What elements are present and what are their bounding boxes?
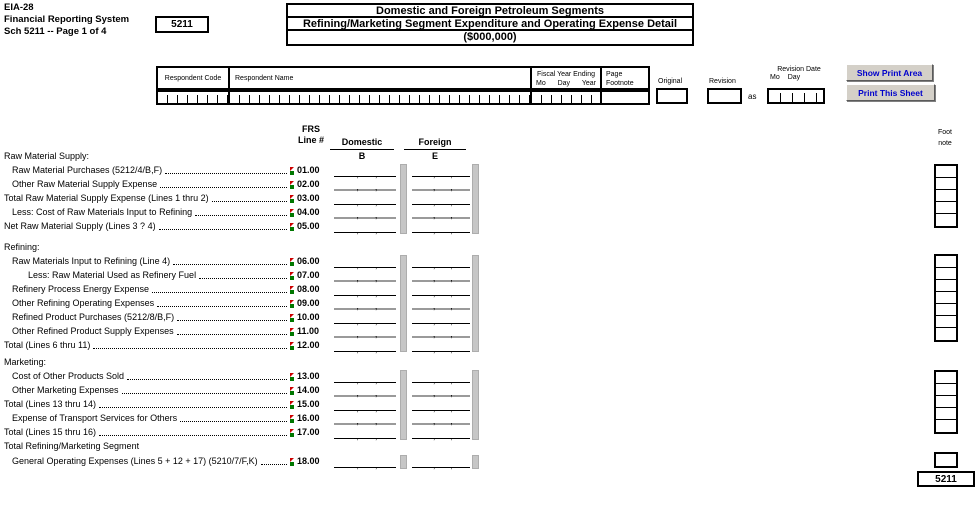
dotted-leader <box>159 221 287 230</box>
dotted-leader <box>122 385 287 394</box>
dotted-leader <box>127 371 287 380</box>
comment-flag-icon <box>290 400 296 409</box>
section-header-raw-material-supply: Raw Material Supply: <box>4 151 90 161</box>
foreign-value-field[interactable] <box>412 164 470 177</box>
fiscal-day-label: Day <box>557 80 571 87</box>
line-number: 17.00 <box>290 426 326 439</box>
page-footnote-label-2: Footnote <box>606 80 634 87</box>
row-label: Refined Product Purchases (5212/8/B,F) <box>12 312 175 322</box>
comment-flag-icon <box>290 271 296 280</box>
row-label: Refinery Process Energy Expense <box>12 284 150 294</box>
comment-flag-icon <box>290 428 296 437</box>
footnote-box[interactable] <box>936 454 956 466</box>
page-footnote-label-1: Page <box>606 71 623 78</box>
foreign-value-field[interactable] <box>412 412 470 425</box>
comment-flag-icon <box>290 257 296 266</box>
foreign-value-field[interactable] <box>412 283 470 296</box>
fiscal-year-sub-label: Year <box>581 80 596 87</box>
dotted-leader <box>212 193 287 202</box>
foreign-value-field[interactable] <box>412 178 470 191</box>
comment-flag-icon <box>290 327 296 336</box>
dotted-leader <box>177 312 287 321</box>
line-number-label: Line # <box>297 135 324 145</box>
comb-ticks <box>769 93 823 102</box>
domestic-value-field[interactable] <box>334 426 396 439</box>
footnote-boxes-section-2 <box>934 254 958 342</box>
footnote-box[interactable] <box>936 280 956 292</box>
row-label: Raw Materials Input to Refining (Line 4) <box>12 256 171 266</box>
respondent-code-label: Respondent Code <box>158 68 230 88</box>
domestic-value-field[interactable] <box>334 269 396 282</box>
line-number: 06.00 <box>290 255 326 268</box>
revision-date-day-label: Day <box>787 74 801 81</box>
domestic-value-field[interactable] <box>334 206 396 219</box>
comment-flag-icon <box>290 414 296 423</box>
foreign-value-field[interactable] <box>412 255 470 268</box>
frs-label: FRS <box>302 124 320 134</box>
foreign-column-bar <box>472 255 479 352</box>
row-label: Cost of Other Products Sold <box>12 371 125 381</box>
foreign-column-bar <box>472 455 479 469</box>
footnote-box[interactable] <box>936 292 956 304</box>
domestic-value-field[interactable] <box>334 220 396 233</box>
dotted-leader <box>157 298 287 307</box>
foreign-value-field[interactable] <box>412 206 470 219</box>
line-number: 09.00 <box>290 297 326 310</box>
fiscal-year-header <box>532 68 602 88</box>
dotted-leader <box>177 326 287 335</box>
footnote-box[interactable] <box>936 268 956 280</box>
dotted-leader <box>152 284 287 293</box>
schedule-code-box-bottom <box>917 471 975 487</box>
schedule-code-top: 5211 <box>171 19 193 30</box>
title-line-2: Refining/Marketing Segment Expenditure and Operating Expense Detail <box>288 18 692 31</box>
schedule-code-bottom: 5211 <box>935 473 957 485</box>
footnote-boxes-section-1 <box>934 164 958 228</box>
foreign-column-bar <box>472 164 479 234</box>
footnote-box[interactable] <box>936 166 956 178</box>
footnote-box[interactable] <box>936 372 956 384</box>
section-header-marketing: Marketing: <box>4 357 47 367</box>
footnote-box[interactable] <box>936 316 956 328</box>
dotted-leader <box>261 456 287 465</box>
foreign-value-field[interactable] <box>412 311 470 324</box>
domestic-value-field[interactable] <box>334 398 396 411</box>
domestic-value-field[interactable] <box>334 178 396 191</box>
comment-flag-icon <box>290 222 296 231</box>
comb-ticks <box>532 95 600 103</box>
domestic-column-bar <box>400 255 407 352</box>
row-label: Other Refining Operating Expenses <box>12 298 155 308</box>
revision-date-mo-label: Mo <box>770 74 780 81</box>
respondent-code-field[interactable] <box>158 92 230 103</box>
title-line-3: ($000,000) <box>463 31 517 43</box>
row-label: Raw Material Purchases (5212/4/B,F) <box>12 165 163 175</box>
domestic-column-bar <box>400 370 407 440</box>
domestic-column-header: Domestic <box>330 137 394 150</box>
line-number: 01.00 <box>290 164 326 177</box>
domestic-value-field[interactable] <box>334 339 396 352</box>
foreign-value-field[interactable] <box>412 370 470 383</box>
foreign-column-bar <box>472 370 479 440</box>
row-label: Less: Raw Material Used as Refinery Fuel <box>28 270 197 280</box>
footnote-label-2: note <box>938 140 952 147</box>
foreign-value-field[interactable] <box>412 426 470 439</box>
footnote-box[interactable] <box>936 396 956 408</box>
row-label: Expense of Transport Services for Others <box>12 413 178 423</box>
domestic-column-bar <box>400 455 407 469</box>
frs-line-header <box>292 124 330 146</box>
dotted-leader <box>195 207 287 216</box>
domestic-value-field[interactable] <box>334 311 396 324</box>
foreign-value-field[interactable] <box>412 398 470 411</box>
comb-ticks <box>230 95 530 103</box>
foreign-column-letter: E <box>431 151 438 161</box>
line-number: 12.00 <box>290 339 326 352</box>
comment-flag-icon <box>290 313 296 322</box>
domestic-value-field[interactable] <box>334 283 396 296</box>
domestic-value-field[interactable] <box>334 255 396 268</box>
line-number: 05.00 <box>290 220 326 233</box>
show-print-area-button[interactable]: Show Print Area <box>846 64 933 81</box>
schedule-page: Sch 5211 -- Page 1 of 4 <box>4 26 107 37</box>
page-footnote-field[interactable] <box>602 92 648 103</box>
row-label: Other Marketing Expenses <box>12 385 119 395</box>
foreign-value-field[interactable] <box>412 297 470 310</box>
comment-flag-icon <box>290 194 296 203</box>
row-label: Total (Lines 15 thru 16) <box>4 427 97 437</box>
title-line-1: Domestic and Foreign Petroleum Segments <box>288 5 692 18</box>
foreign-value-field[interactable] <box>412 269 470 282</box>
page-footnote-header <box>602 68 648 88</box>
footnote-box[interactable] <box>936 190 956 202</box>
dotted-leader <box>199 270 287 279</box>
foreign-value-field[interactable] <box>412 220 470 233</box>
footnote-box[interactable] <box>936 256 956 268</box>
dotted-leader <box>99 427 287 436</box>
foreign-value-field[interactable] <box>412 192 470 205</box>
footnote-box[interactable] <box>936 384 956 396</box>
revision-label: Revision <box>709 78 736 85</box>
line-number: 04.00 <box>290 206 326 219</box>
footnote-box[interactable] <box>936 420 956 432</box>
row-label: General Operating Expenses (Lines 5 + 12 + 17) (5210/7/F,K) <box>12 456 258 466</box>
revision-box[interactable] <box>707 88 742 104</box>
form-id: EIA-28 <box>4 2 34 13</box>
comment-flag-icon <box>290 285 296 294</box>
row-label: Other Refined Product Supply Expenses <box>12 326 174 336</box>
footnote-column-header <box>930 127 960 149</box>
domestic-value-field[interactable] <box>334 192 396 205</box>
comb-ticks <box>158 95 228 103</box>
respondent-name-label: Respondent Name <box>230 68 532 88</box>
dotted-leader <box>160 179 287 188</box>
line-number: 16.00 <box>290 412 326 425</box>
line-number: 13.00 <box>290 370 326 383</box>
comment-flag-icon <box>290 372 296 381</box>
respondent-entry-row <box>156 90 650 105</box>
revision-date-label: Revision Date <box>777 66 821 73</box>
line-number: 03.00 <box>290 192 326 205</box>
system-name: Financial Reporting System <box>4 14 130 25</box>
row-label: Total Raw Material Supply Expense (Lines 1 thru 2) <box>4 193 209 203</box>
print-this-sheet-button[interactable]: Print This Sheet <box>846 84 935 101</box>
footnote-boxes-section-3 <box>934 370 958 434</box>
comment-flag-icon <box>290 166 296 175</box>
row-label: Other Raw Material Supply Expense <box>12 179 158 189</box>
footnote-box[interactable] <box>936 178 956 190</box>
dotted-leader <box>165 165 287 174</box>
footnote-box[interactable] <box>936 304 956 316</box>
domestic-value-field[interactable] <box>334 325 396 338</box>
domestic-value-field[interactable] <box>334 164 396 177</box>
dotted-leader <box>93 340 287 349</box>
foreign-value-field[interactable] <box>412 325 470 338</box>
line-number: 11.00 <box>290 325 326 338</box>
fiscal-year-label: Fiscal Year Ending <box>537 71 595 78</box>
dotted-leader <box>99 399 287 408</box>
foreign-value-field[interactable] <box>412 339 470 352</box>
foreign-column-header: Foreign <box>404 137 466 150</box>
domestic-value-field[interactable] <box>334 455 396 468</box>
domestic-column-bar <box>400 164 407 234</box>
domestic-value-field[interactable] <box>334 297 396 310</box>
footnote-box[interactable] <box>936 202 956 214</box>
row-label: Net Raw Material Supply (Lines 3 ? 4) <box>4 221 156 231</box>
line-number: 18.00 <box>290 455 326 468</box>
footnote-box[interactable] <box>936 328 956 340</box>
row-label: Total (Lines 6 thru 11) <box>4 340 91 350</box>
original-label: Original <box>658 78 683 85</box>
comment-flag-icon <box>290 180 296 189</box>
footnote-label-1: Foot <box>937 129 952 136</box>
title-block <box>286 3 694 46</box>
comment-flag-icon <box>290 386 296 395</box>
domestic-value-field[interactable] <box>334 412 396 425</box>
foreign-value-field[interactable] <box>412 384 470 397</box>
footnote-box-line-18 <box>934 452 958 468</box>
revision-date-sub-labels <box>770 74 800 82</box>
comment-flag-icon <box>290 457 296 466</box>
schedule-code-box-top <box>155 16 209 33</box>
dotted-leader <box>180 413 287 422</box>
fiscal-year-field[interactable] <box>532 92 602 103</box>
comment-flag-icon <box>290 299 296 308</box>
line-number: 07.00 <box>290 269 326 282</box>
form-identification <box>4 2 129 38</box>
fiscal-mo-label: Mo <box>536 80 546 87</box>
line-number: 14.00 <box>290 384 326 397</box>
dotted-leader <box>173 256 287 265</box>
original-box[interactable] <box>656 88 688 104</box>
row-label: Total (Lines 13 thru 14) <box>4 399 97 409</box>
revision-date-box[interactable] <box>767 88 825 104</box>
foreign-value-field[interactable] <box>412 455 470 468</box>
line-number: 08.00 <box>290 283 326 296</box>
section-header-refining: Refining: <box>4 242 40 252</box>
domestic-value-field[interactable] <box>334 384 396 397</box>
footnote-box[interactable] <box>936 214 956 226</box>
domestic-value-field[interactable] <box>334 370 396 383</box>
comment-flag-icon <box>290 208 296 217</box>
as-label: as <box>748 92 757 101</box>
respondent-name-field[interactable] <box>230 92 532 103</box>
footnote-box[interactable] <box>936 408 956 420</box>
comment-flag-icon <box>290 341 296 350</box>
section-header-total-segment: Total Refining/Marketing Segment <box>4 441 140 451</box>
respondent-header-table <box>156 66 650 90</box>
domestic-column-letter: B <box>358 151 366 161</box>
row-label: Less: Cost of Raw Materials Input to Refining <box>12 207 193 217</box>
line-number: 02.00 <box>290 178 326 191</box>
line-number: 10.00 <box>290 311 326 324</box>
line-number: 15.00 <box>290 398 326 411</box>
